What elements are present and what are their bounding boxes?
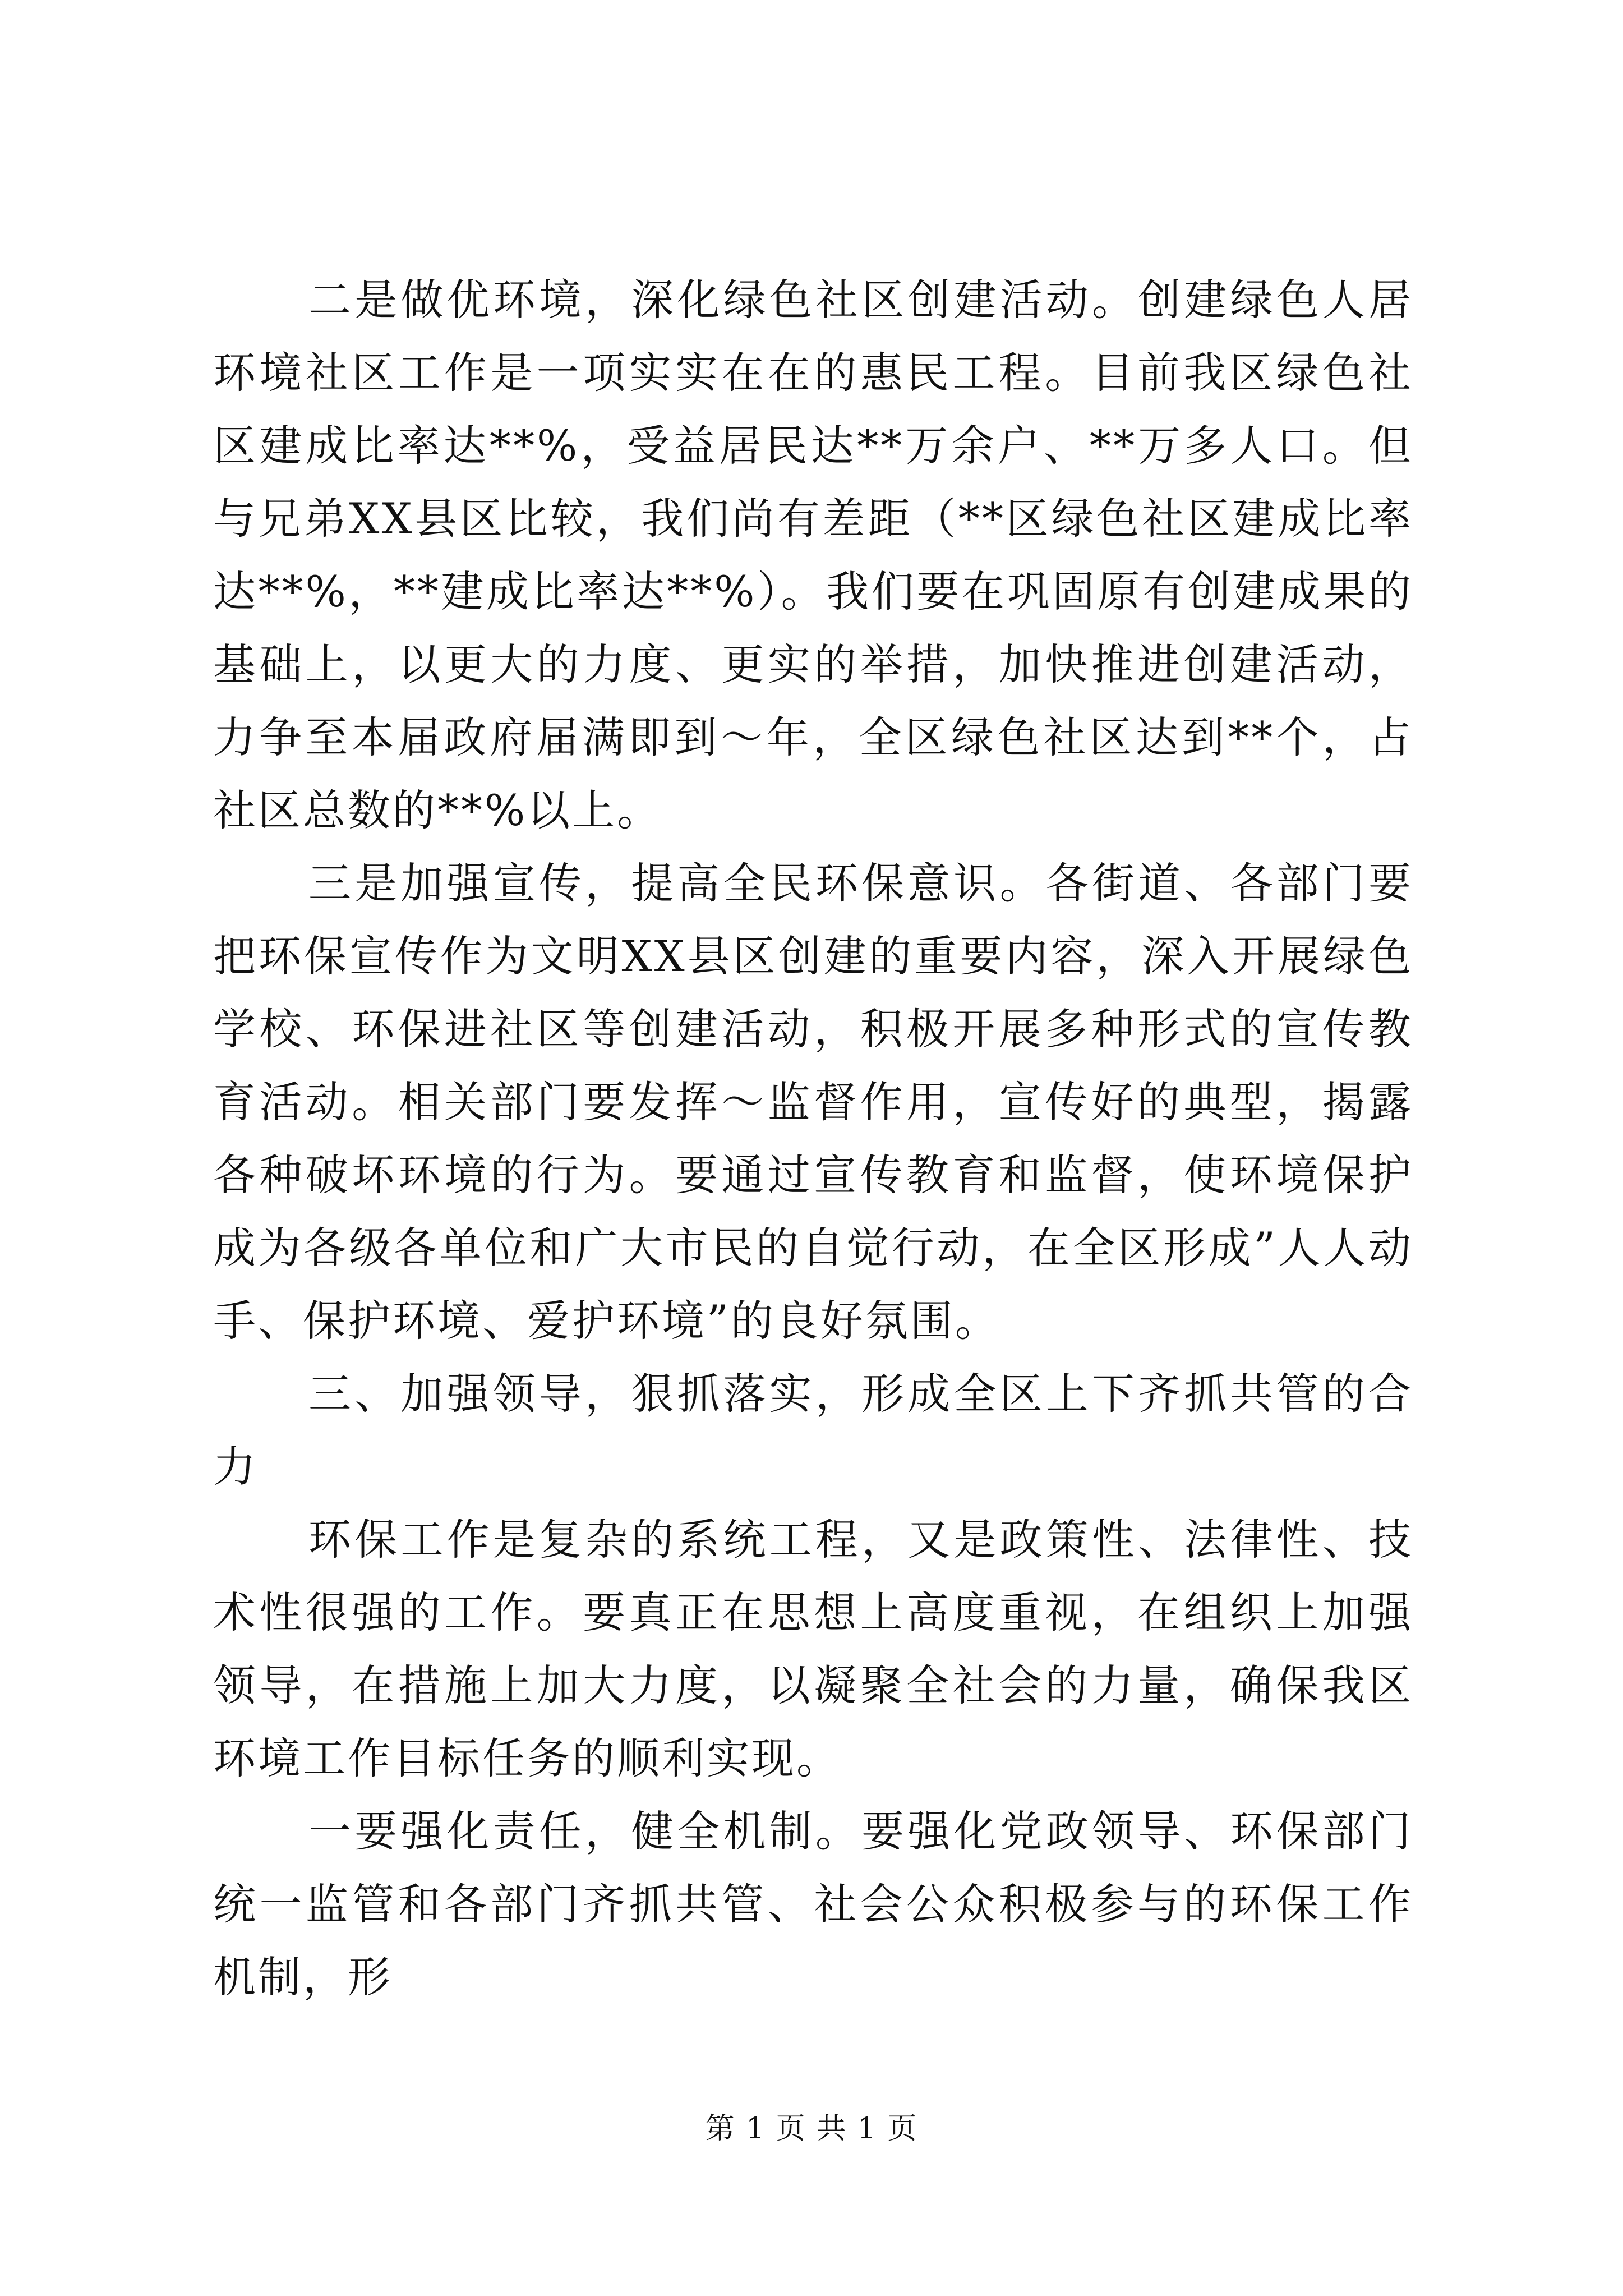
paragraph-responsibility: 一要强化责任，健全机制。要强化党政领导、环保部门统一监管和各部门齐抓共管、社会公众积极参与的环保工作机制，形 bbox=[213, 1806, 1413, 2002]
page-footer: 第 1 页 共 1 页 bbox=[705, 2112, 918, 2146]
paragraph-publicity: 三是加强宣传，提高全民环保意识。各街道、各部门要把环保宣传作为文明XX县区创建的重要内容，深入开展绿色学校、环保进社区等创建活动，积极开展多种形式的宣传教育活动。相关部门要发挥～监督作用，宣传好的典型，揭露各种破坏环境的行为。要通过宣传教育和监督，使环境保护成为各级各单位和广大市民的自觉行动，在全区形成”人人动手、保护环境、爱护环境”的良好氛围。 bbox=[213, 858, 1413, 1346]
paragraph-green-community: 二是做优环境，深化绿色社区创建活动。创建绿色人居环境社区工作是一项实实在在的惠民工程。目前我区绿色社区建成比率达**%，受益居民达**万余户、**万多人口。但与兄弟XX县区比较，我们尚有差距（**区绿色社区建成比率达**%，**建成比率达**%）。我们要在巩固原有创建成果的基础上，以更大的力度、更实的举措，加快推进创建活动，力争至本届政府届满即到～年，全区绿色社区达到**个，占社区总数的**%以上。 bbox=[213, 275, 1413, 835]
section-heading-leadership: 三、加强领导，狠抓落实，形成全区上下齐抓共管的合力 bbox=[213, 1369, 1413, 1492]
document-body bbox=[213, 264, 1413, 2014]
paragraph-system-engineering: 环保工作是复杂的系统工程，又是政策性、法律性、技术性很强的工作。要真正在思想上高度重视，在组织上加强领导，在措施上加大力度，以凝聚全社会的力量，确保我区环境工作目标任务的顺利实现。 bbox=[213, 1515, 1413, 1783]
